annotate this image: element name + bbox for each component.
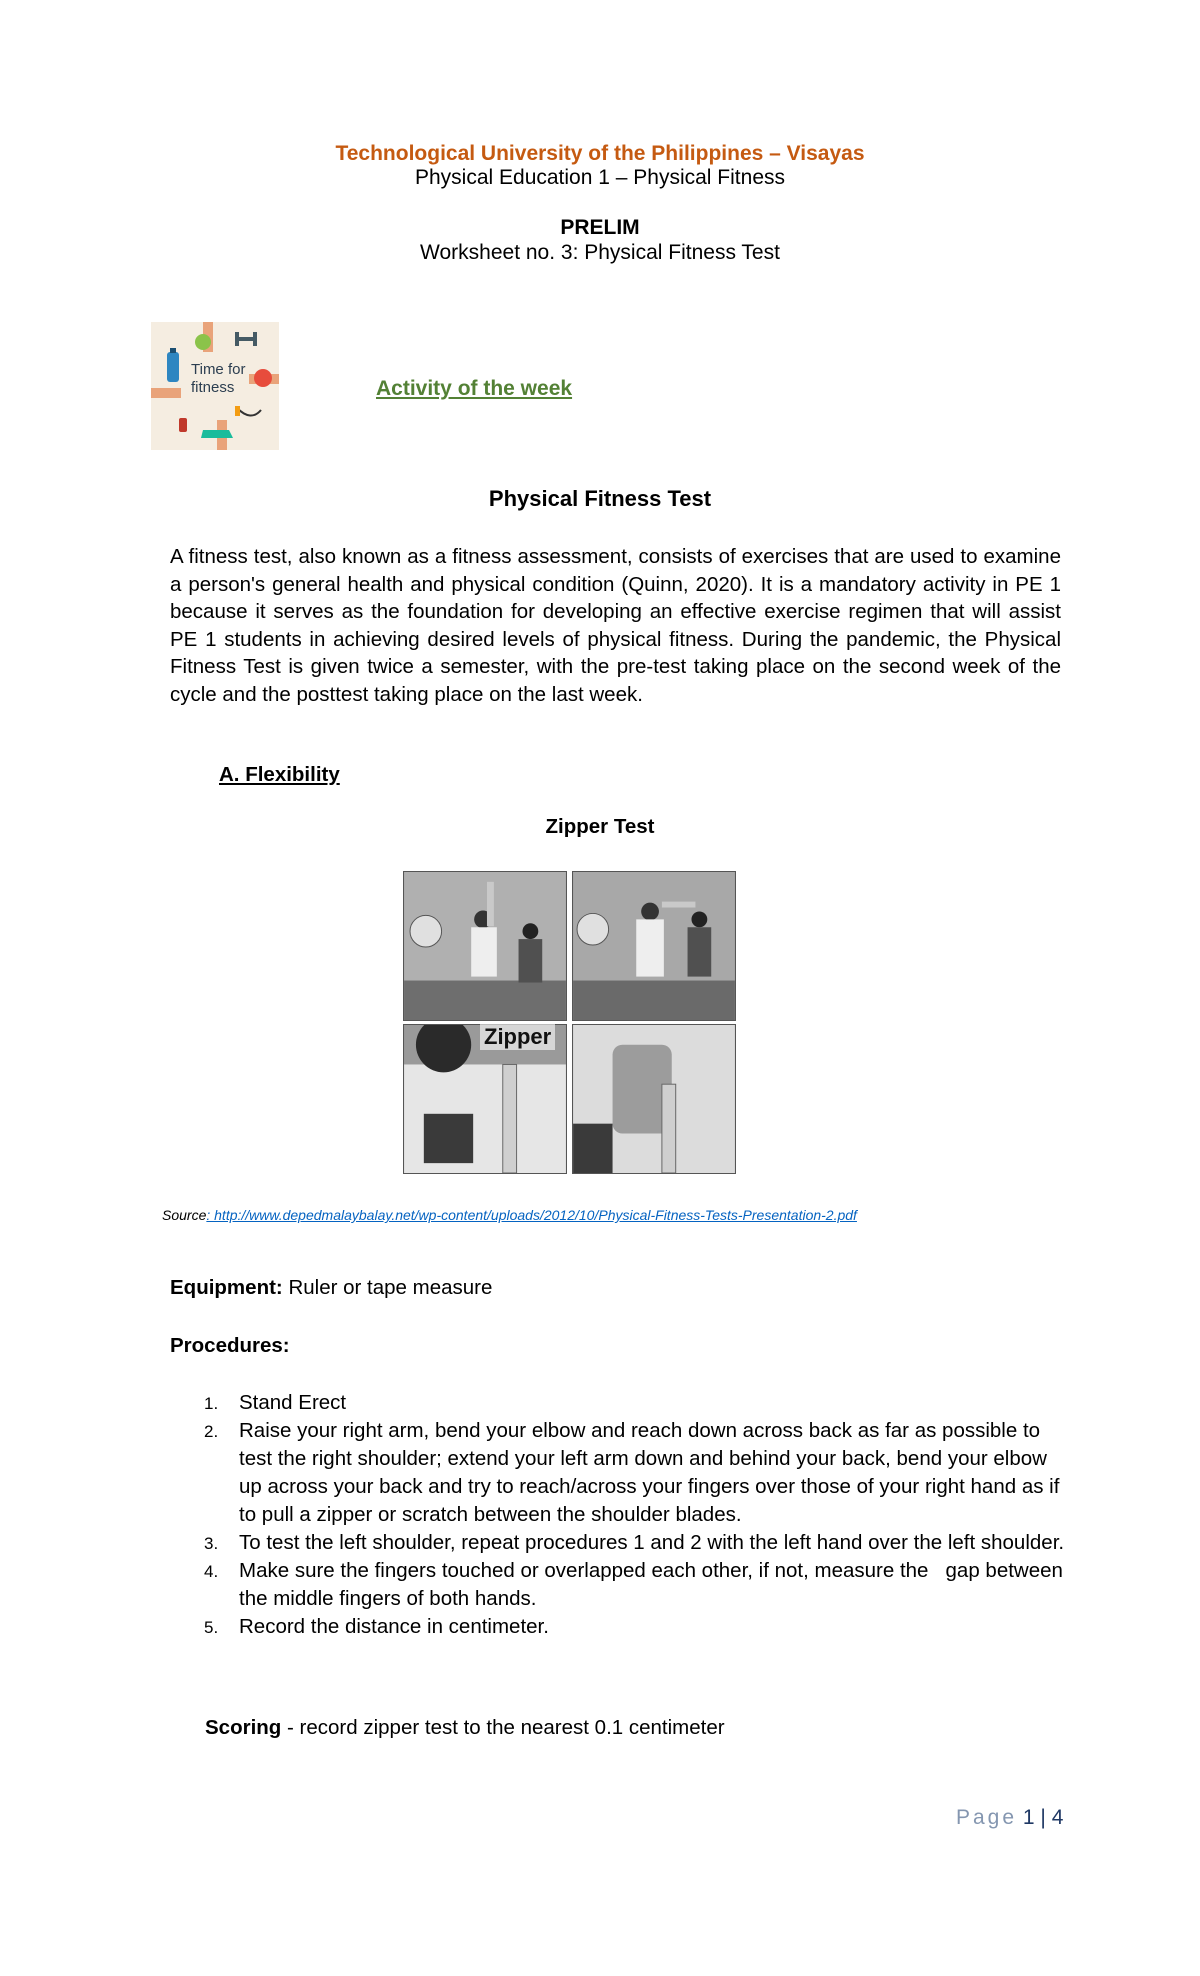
page-total: 4 [1051, 1806, 1064, 1829]
section-title: Physical Fitness Test [488, 486, 712, 511]
scoring-label: Scoring [205, 1716, 282, 1739]
page-current: 1 [1022, 1806, 1035, 1829]
photo-reach-back [572, 871, 736, 1021]
procedure-item [170, 1613, 1070, 1641]
procedure-number: 3. [204, 1534, 219, 1553]
scoring-text: - record zipper test to the nearest 0.1 centimeter [281, 1716, 725, 1739]
page-separator: | [1040, 1806, 1046, 1829]
page-word: Page [956, 1806, 1018, 1829]
equipment-label: Equipment: [170, 1276, 283, 1299]
procedures-list [170, 1389, 1070, 1641]
procedure-text: Record the distance in centimeter. [239, 1615, 549, 1638]
equipment-line [170, 1276, 492, 1300]
procedure-text: To test the left shoulder, repeat procedures 1 and 2 with the left hand over the left shoulder. [239, 1531, 1065, 1554]
university-name: Technological University of the Philippines – Visayas [335, 142, 865, 165]
procedure-item [170, 1557, 1070, 1613]
photo-fingers-closeup [572, 1024, 736, 1174]
procedure-number: 1. [204, 1394, 219, 1413]
procedure-number: 5. [204, 1618, 219, 1637]
course-title: Physical Education 1 – Physical Fitness [414, 166, 785, 189]
procedure-text: Make sure the fingers touched or overlapped each other, if not, measure the gap between the middle fingers of both hands. [239, 1559, 1069, 1610]
test-title: Zipper Test [545, 815, 655, 838]
time-for-fitness-logo [151, 322, 279, 450]
zipper-test-photo-grid [403, 871, 736, 1174]
fitness-illustration [151, 322, 279, 450]
procedure-text: Raise your right arm, bend your elbow and reach down across back as far as possible to test the right shoulder; extend your left arm down and behind your back, bend your elbow up across your back and try to reach/across your fingers over those of your right hand as if to pull a zipper or scratch between the shoulder blades. [239, 1419, 1060, 1526]
photo-raise-arm [403, 871, 567, 1021]
equipment-value: Ruler or tape measure [282, 1276, 493, 1299]
activity-of-the-week-link[interactable]: Activity of the week [376, 377, 573, 400]
worksheet-title: Worksheet no. 3: Physical Fitness Test [420, 241, 780, 264]
subsection-heading: A. Flexibility [219, 763, 340, 786]
procedure-number: 2. [204, 1422, 219, 1441]
procedure-item [170, 1529, 1070, 1557]
term-label: PRELIM [560, 216, 640, 239]
intro-paragraph: A fitness test, also known as a fitness assessment, consists of exercises that are used to examine a person's general health and physical condition (Quinn, 2020). It is a mandatory activity in PE 1 because it serves as the foundation for developing an effective exercise regimen that will assist PE 1 students in achieving desired levels of physical fitness. During the pandemic, the Physical Fitness Test is given twice a semester, with the pre-test taking place on the second week of the cycle and the posttest taking place on the last week. [170, 545, 1061, 706]
procedure-number: 4. [204, 1562, 219, 1581]
procedure-item [170, 1389, 1070, 1417]
scoring-line [205, 1716, 725, 1740]
procedure-item [170, 1417, 1070, 1529]
source-citation [162, 1207, 857, 1223]
source-label: Source [162, 1207, 207, 1223]
logo-text-line1: Time for [191, 361, 246, 378]
source-link[interactable]: : http://www.depedmalaybalay.net/wp-content/uploads/2012/10/Physical-Fitness-Tests-Presentation-2.pdf [206, 1207, 857, 1223]
photo-caption: Zipper [480, 1024, 555, 1050]
procedure-text: Stand Erect [239, 1391, 347, 1414]
page-number [956, 1806, 1063, 1830]
logo-text-line2: fitness [191, 379, 235, 396]
procedures-heading: Procedures: [170, 1334, 290, 1357]
